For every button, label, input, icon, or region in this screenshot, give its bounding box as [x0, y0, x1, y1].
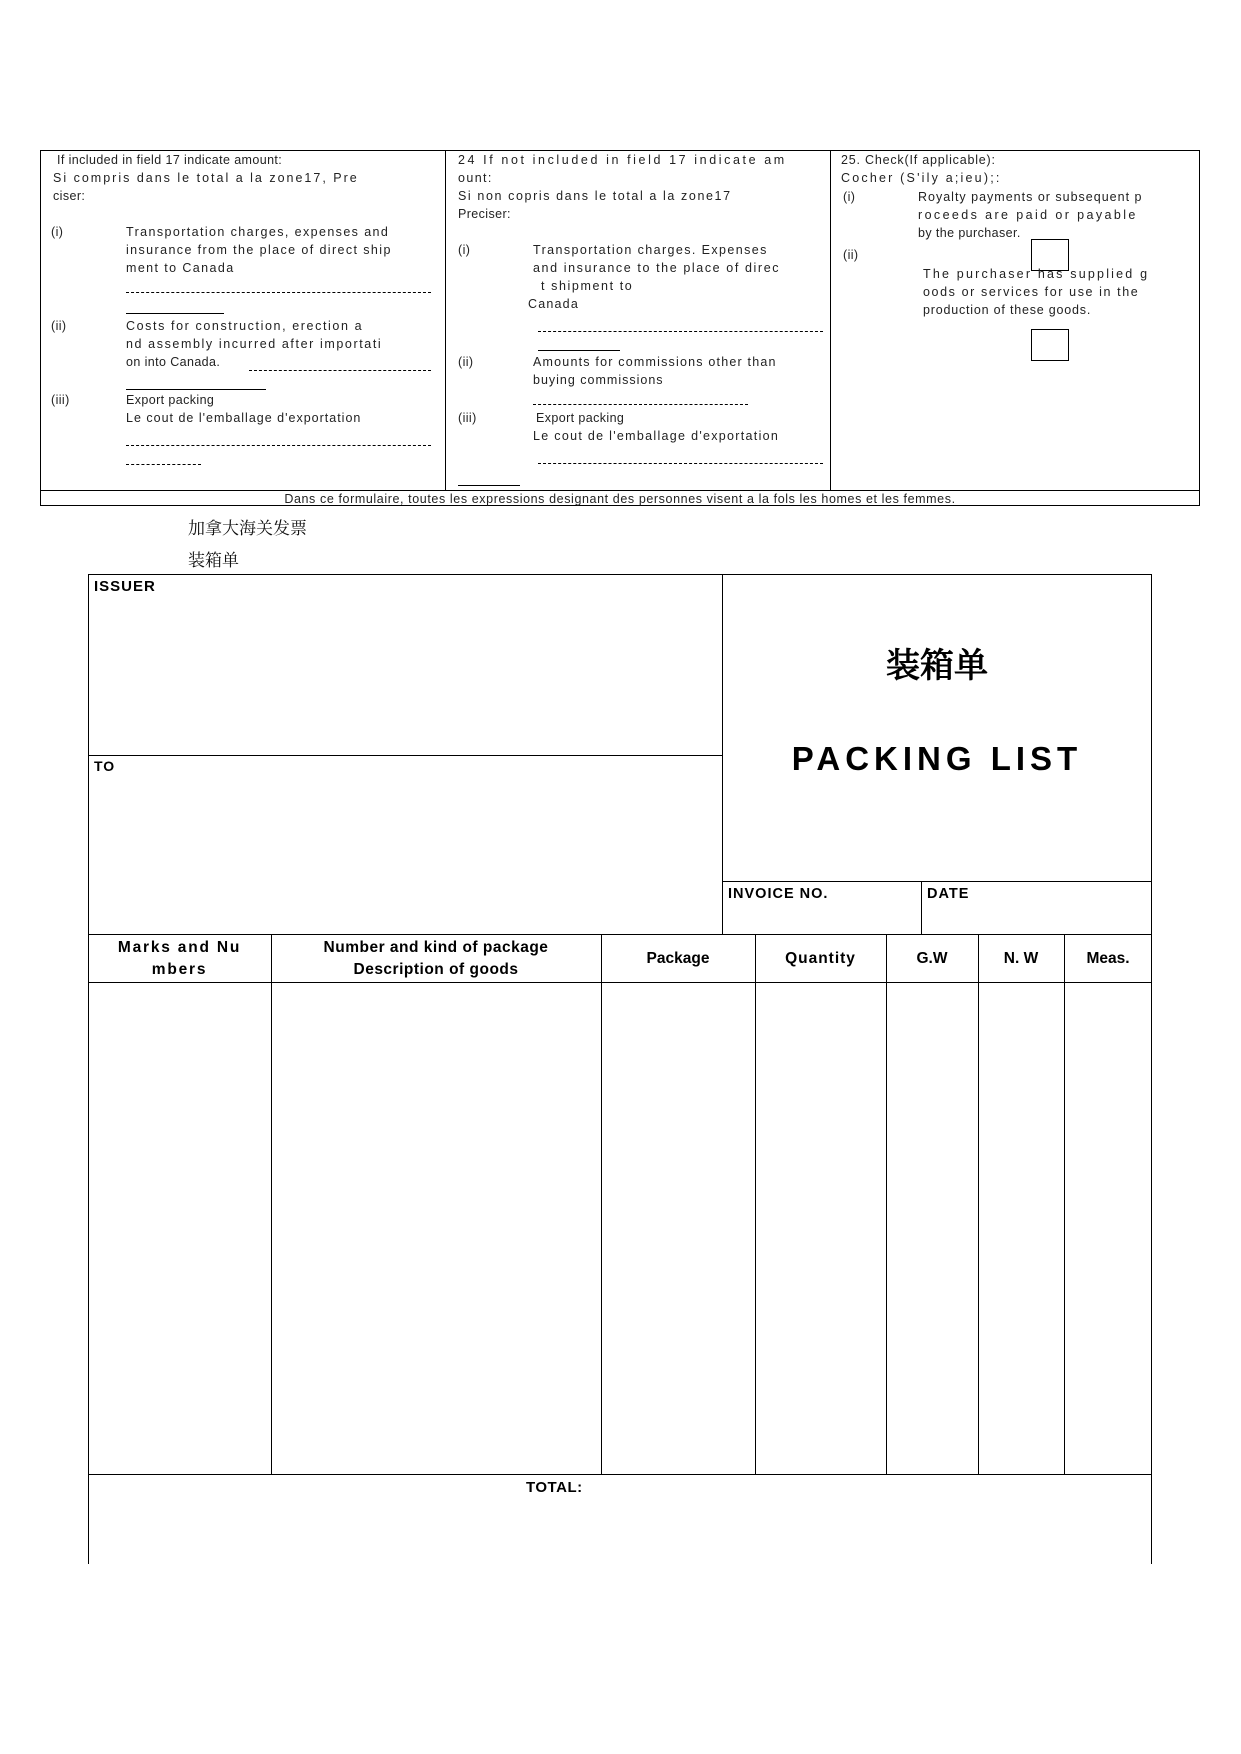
to-label: TO	[94, 758, 116, 774]
total-field[interactable]	[608, 1477, 1148, 1517]
field-title-fr: Si compris dans le total a la zone17, Pre	[53, 171, 359, 185]
marks-cell[interactable]	[89, 983, 270, 1473]
item-number: (ii)	[51, 319, 67, 333]
item-line: Export packing	[536, 411, 625, 425]
amount-blank	[126, 389, 266, 390]
item-line: and insurance to the place of direc	[533, 261, 781, 275]
item-line: production of these goods.	[923, 303, 1092, 317]
field-title-fr: Cocher (S'ily a;ieu);:	[841, 171, 1002, 185]
field-title-fr-cont: ciser:	[53, 189, 86, 203]
item-number: (iii)	[458, 411, 477, 425]
column-header-description	[271, 935, 601, 982]
column-header-gross-weight: G.W	[916, 949, 948, 967]
item-line: Le cout de l'emballage d'exportation	[126, 411, 362, 425]
net-weight-cell[interactable]	[979, 983, 1063, 1473]
item-number: (ii)	[843, 248, 859, 262]
date-label: DATE	[927, 886, 970, 902]
form-footer-note: Dans ce formulaire, toutes les expressions designant des personnes visent a la fols les homes et les femmes.	[41, 490, 1199, 507]
customs-fields-table	[40, 150, 1200, 506]
item-line: Amounts for commissions other than	[533, 355, 777, 369]
column-header-package: Package	[646, 949, 710, 967]
item-number: (i)	[843, 190, 856, 204]
field-title-en-cont: ount:	[458, 171, 493, 185]
quantity-cell[interactable]	[756, 983, 885, 1473]
packing-list-form	[88, 574, 1152, 1564]
column-header-text: mbers	[151, 960, 208, 978]
divider	[88, 755, 722, 756]
item-line: Canada	[528, 297, 579, 311]
item-line: Export packing	[126, 393, 215, 407]
amount-blank	[533, 404, 748, 405]
border	[88, 574, 1152, 575]
column-header-marks	[88, 935, 271, 982]
field-title-en: If included in field 17 indicate amount:	[57, 153, 283, 167]
column-header-text: Description of goods	[353, 960, 519, 978]
item-line: t shipment to	[541, 279, 634, 293]
measurement-cell[interactable]	[1065, 983, 1150, 1473]
item-number: (iii)	[51, 393, 70, 407]
item-line: Transportation charges. Expenses	[533, 243, 768, 257]
column-header-quantity: Quantity	[785, 949, 856, 967]
item-number: (ii)	[458, 355, 474, 369]
package-cell[interactable]	[602, 983, 754, 1473]
invoice-no-field[interactable]	[728, 906, 916, 930]
amount-blank	[458, 485, 520, 486]
item-line: buying commissions	[533, 373, 664, 387]
item-line: Le cout de l'emballage d'exportation	[533, 429, 780, 443]
amount-blank	[126, 445, 431, 446]
to-field[interactable]	[89, 778, 721, 930]
column-header-net-weight: N. W	[1003, 949, 1039, 967]
field-included-column	[41, 151, 446, 490]
date-field[interactable]	[927, 906, 1147, 930]
amount-blank	[126, 464, 201, 465]
field-title-en: 24 If not included in field 17 indicate am	[458, 153, 787, 167]
divider	[921, 881, 922, 934]
border	[1151, 574, 1152, 1564]
field-title-en: 25. Check(If applicable):	[841, 153, 996, 167]
item-line: ment to Canada	[126, 261, 235, 275]
amount-blank	[249, 370, 431, 371]
item-line: Costs for construction, erection a	[126, 319, 364, 333]
title-en: PACKING LIST	[791, 740, 1083, 777]
item-line: by the purchaser.	[918, 226, 1021, 240]
total-label: TOTAL:	[526, 1479, 583, 1496]
issuer-field[interactable]	[89, 598, 721, 753]
field-check-column	[831, 151, 1199, 490]
amount-blank	[126, 292, 431, 293]
item-number: (i)	[51, 225, 64, 239]
column-header-text: Marks and Nu	[117, 938, 242, 956]
gross-weight-cell[interactable]	[887, 983, 977, 1473]
field-title-fr: Si non copris dans le total a la zone17	[458, 189, 732, 203]
field-title-fr-cont: Preciser:	[458, 207, 511, 221]
item-line: roceeds are paid or payable	[918, 208, 1138, 222]
column-header-text: Number and kind of package	[323, 938, 549, 956]
amount-blank	[538, 350, 620, 351]
amount-blank	[538, 463, 823, 464]
divider	[88, 1474, 1152, 1475]
field-not-included-column	[446, 151, 831, 490]
item-line: nd assembly incurred after importati	[126, 337, 383, 351]
description-cell[interactable]	[272, 983, 600, 1473]
item-line: The purchaser has supplied g	[923, 267, 1150, 281]
divider	[722, 881, 1152, 882]
purchaser-supplied-checkbox[interactable]	[1031, 329, 1069, 361]
column-header-measurement: Meas.	[1086, 949, 1130, 967]
caption-canada-invoice: 加拿大海关发票	[188, 519, 307, 539]
caption-packing-list: 装箱单	[188, 551, 239, 571]
amount-blank	[126, 313, 224, 314]
item-line: insurance from the place of direct ship	[126, 243, 392, 257]
issuer-label: ISSUER	[94, 578, 156, 595]
item-line: oods or services for use in the	[923, 285, 1140, 299]
item-line: Royalty payments or subsequent p	[918, 190, 1143, 204]
amount-blank	[538, 331, 823, 332]
title-cn: 装箱单	[886, 646, 988, 686]
invoice-no-label: INVOICE NO.	[728, 886, 829, 902]
item-line: Transportation charges, expenses and	[126, 225, 390, 239]
item-line: on into Canada.	[126, 355, 221, 369]
item-number: (i)	[458, 243, 471, 257]
